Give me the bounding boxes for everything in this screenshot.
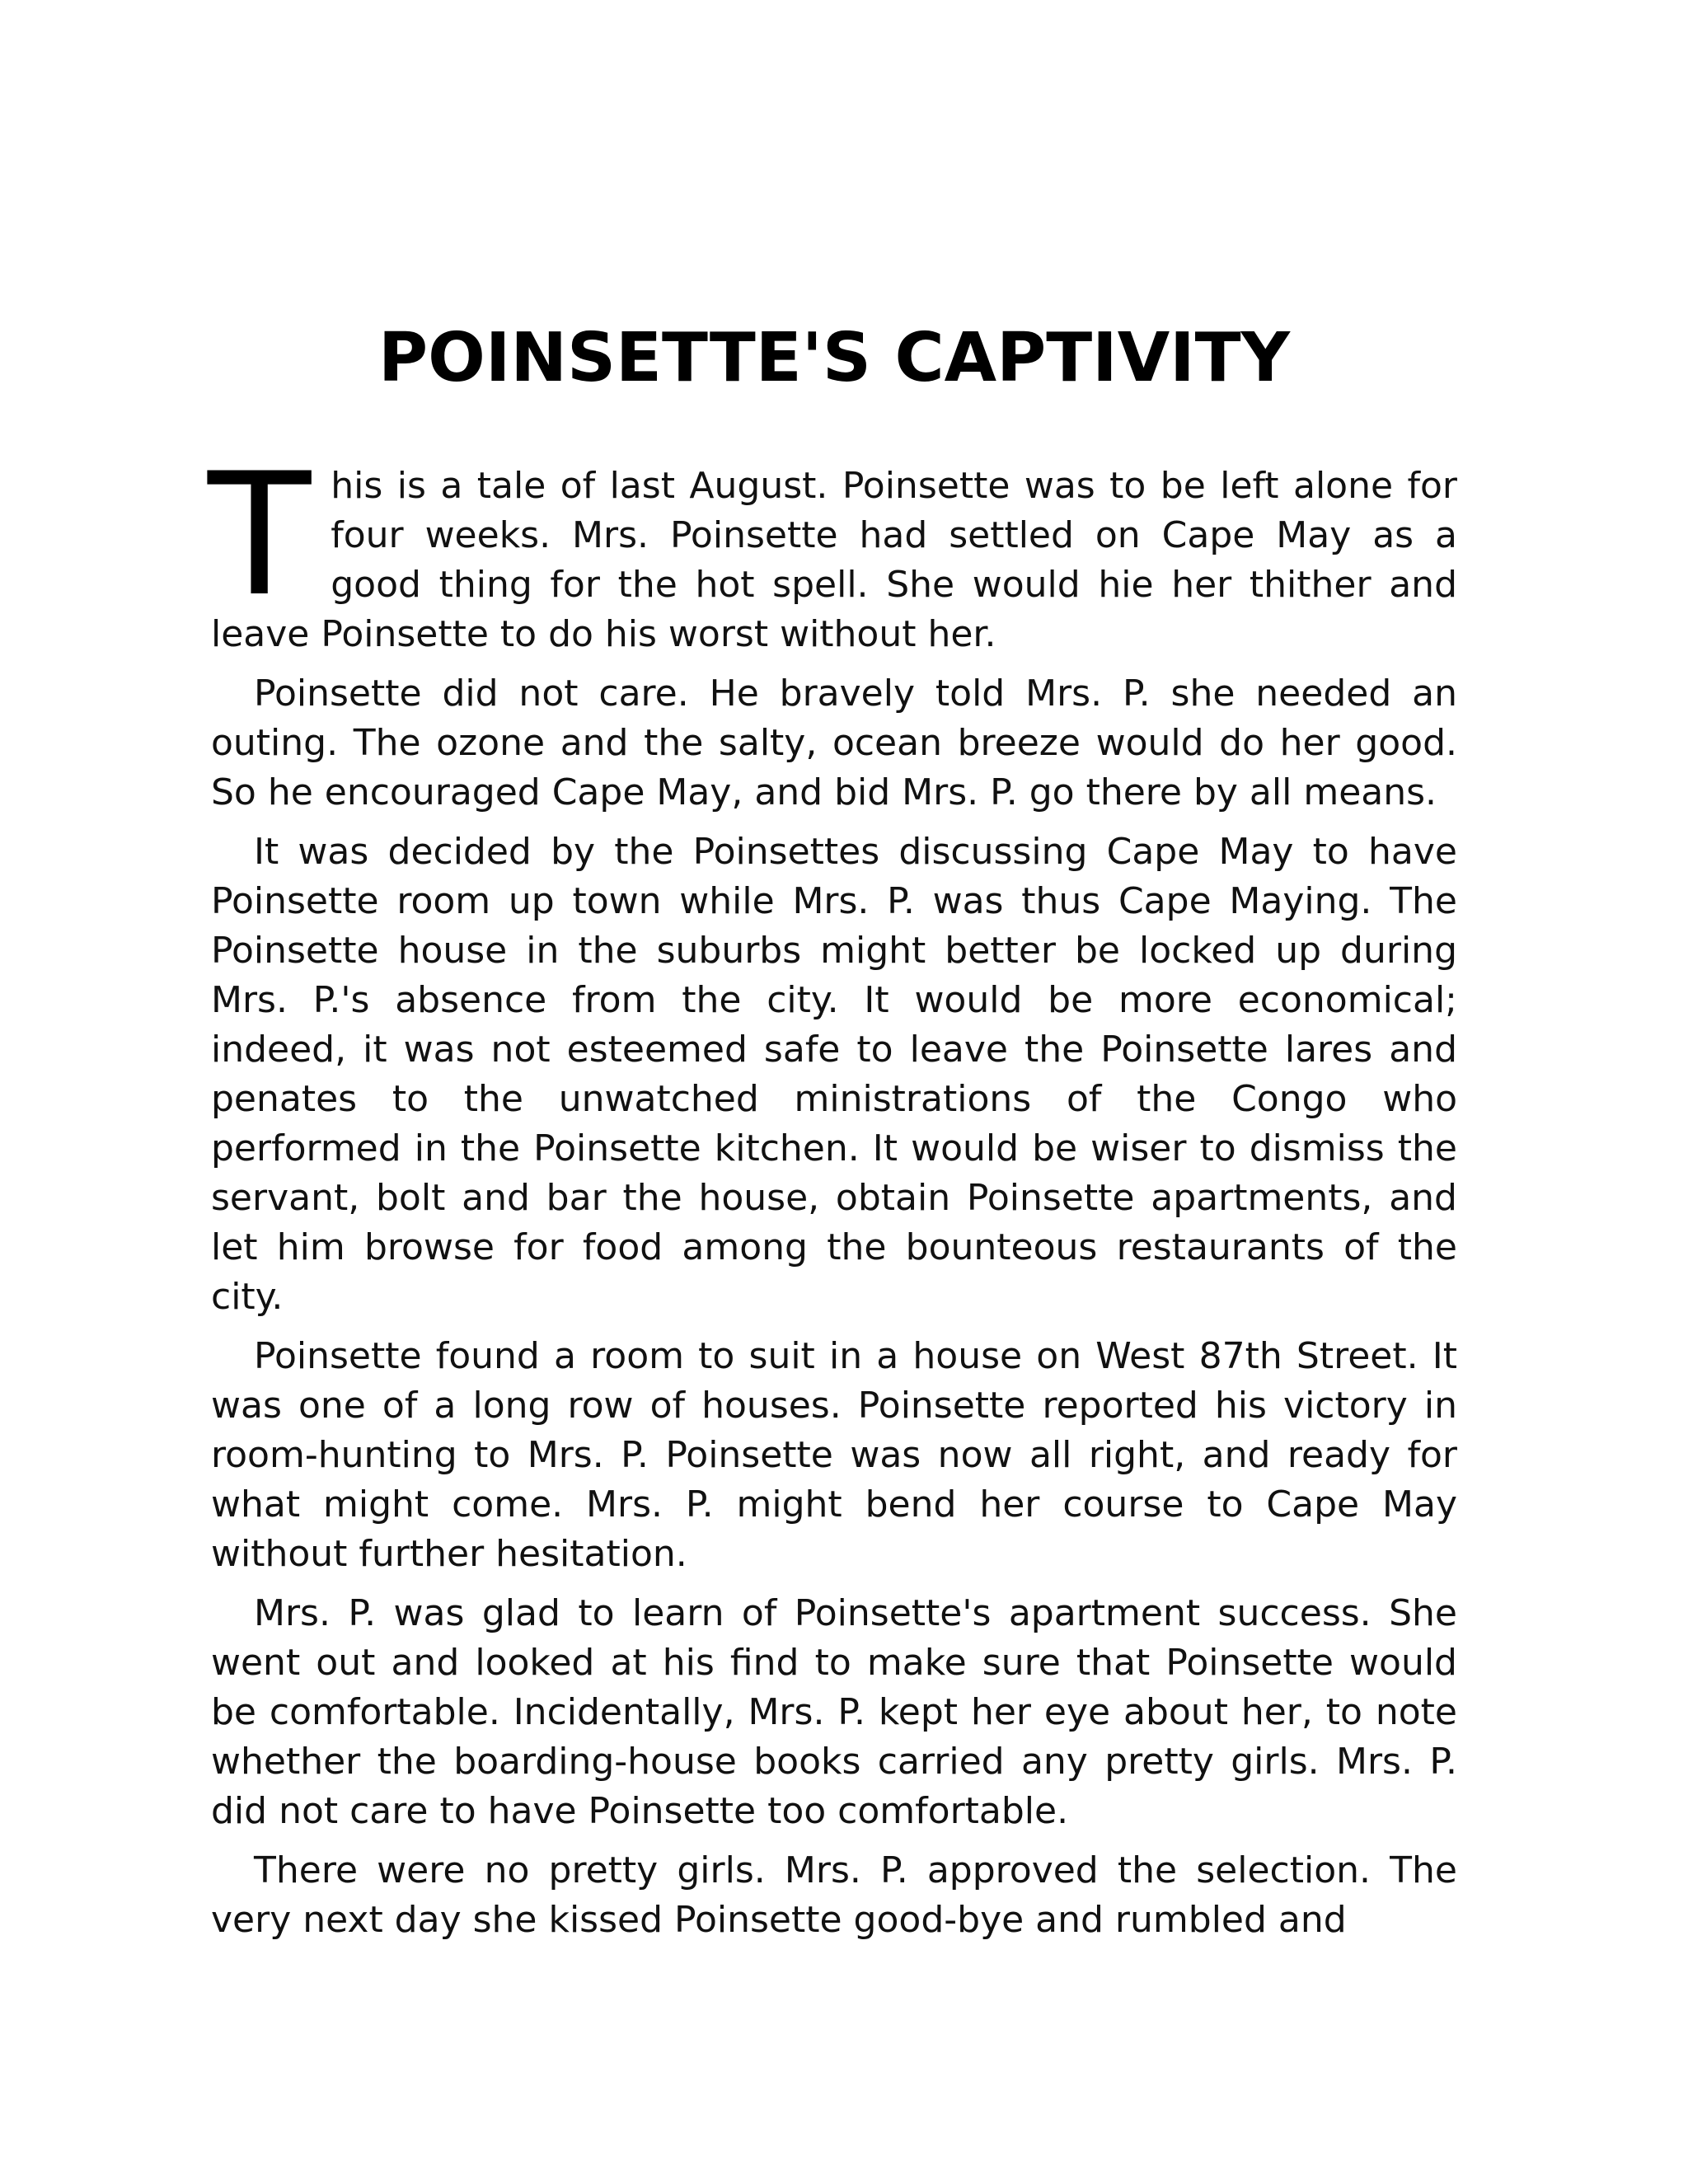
- paragraph-1-text: his is a tale of last August. Poinsette was to be left alone for four weeks. Mrs. Poinsette had settled on Cape May as a good thing for the hot spell. She would hie her thither and leave Poinsette to do his worst without her.: [211, 465, 1457, 655]
- paragraph-4: Poinsette found a room to suit in a house on West 87th Street. It was one of a long row of houses. Poinsette reported his victory in room-hunting to Mrs. P. Poinsette was now all right, and ready for what might come. Mrs. P. might bend her course to Cape May without further hesitation.: [211, 1335, 1457, 1575]
- paragraph-6: There were no pretty girls. Mrs. P. approved the selection. The very next day she kissed Poinsette good-bye and rumbled and: [211, 1849, 1457, 1941]
- drop-cap: T: [208, 438, 312, 634]
- paragraph-5: Mrs. P. was glad to learn of Poinsette's apartment success. She went out and looked at his find to make sure that Poinsette would be comfortable. Incidentally, Mrs. P. kept her eye about her, to note whether the boarding-house books carried any pretty girls. Mrs. P. did not care to have Poinsette too comfortable.: [211, 1592, 1457, 1832]
- paragraph-2: Poinsette did not care. He bravely told Mrs. P. she needed an outing. The ozone and the salty, ocean breeze would do her good. So he encouraged Cape May, and bid Mrs. P. go there by all means.: [211, 673, 1457, 813]
- paragraph-1: [208, 438, 1457, 659]
- chapter-body: [208, 438, 1457, 1955]
- document-page: [208, 0, 1457, 2184]
- chapter-title: POINSETTE'S CAPTIVITY: [378, 319, 1290, 397]
- paragraph-3: It was decided by the Poinsettes discussing Cape May to have Poinsette room up town while Mrs. P. was thus Cape Maying. The Poinsette house in the suburbs might better be locked up during Mrs. P.'s absence from the city. It would be more economical; indeed, it was not esteemed safe to leave the Poinsette lares and penates to the unwatched ministrations of the Congo who performed in the Poinsette kitchen. It would be wiser to dismiss the servant, bolt and bar the house, obtain Poinsette apartments, and let him browse for food among the bounteous restaurants of the city.: [211, 831, 1457, 1318]
